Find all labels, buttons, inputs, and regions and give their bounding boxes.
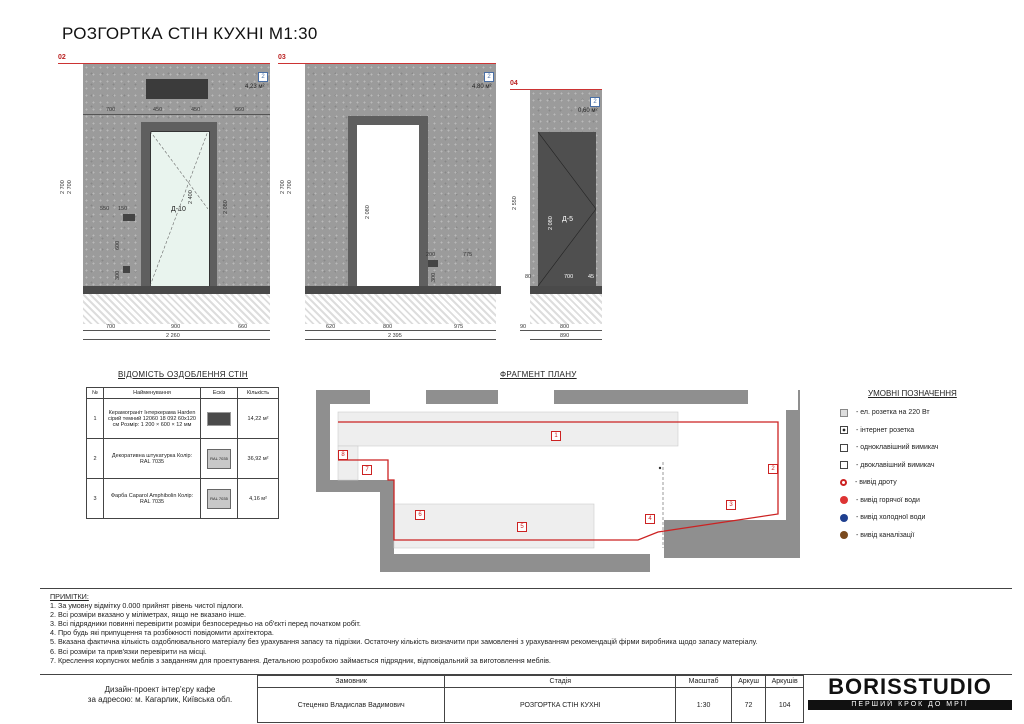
dim-label: 700 <box>106 107 116 113</box>
sheet-title: РОЗГОРТКА СТІН КУХНІ М1:30 <box>62 24 318 43</box>
legend-label: - вивід горячої води <box>856 496 920 504</box>
note-line: 6. Всі розміри та прив'язки перевірити на місці. <box>50 646 207 656</box>
cell-num: 2 <box>87 439 104 479</box>
door-label: Д-10 <box>171 206 186 213</box>
dim-label: 660 <box>238 324 248 330</box>
finishes-title: ВІДОМІСТЬ ОЗДОБЛЕННЯ СТІН <box>118 370 248 379</box>
switch-icon <box>123 214 135 221</box>
finish-tag: 2 <box>590 97 600 107</box>
column-header: Кількість <box>238 388 279 399</box>
project-line: за адресою: м. Кагарлик, Київська обл. <box>87 695 233 704</box>
wire-tag: 4 <box>645 514 655 524</box>
studio-logo <box>808 676 1012 714</box>
dim-label: 2 700 <box>60 180 66 194</box>
dim-label: 2 080 <box>365 205 371 219</box>
dim-label: 620 <box>326 324 336 330</box>
socket-icon <box>840 409 848 417</box>
wall-area: 0,60 м² <box>578 108 598 114</box>
floor-hatch <box>83 294 270 324</box>
wire-tag: 1 <box>551 431 561 441</box>
finish-tag: 2 <box>258 72 268 82</box>
cell-qty: 4,16 м² <box>238 479 279 519</box>
dim-label: 550 <box>100 206 110 212</box>
range-hood <box>146 79 208 99</box>
dim-label: 2 395 <box>388 333 402 339</box>
table-header <box>87 388 279 399</box>
legend-label: - інтернет розетка <box>856 426 915 434</box>
legend-label: - двоклавішний вимикач <box>856 461 935 469</box>
elevation-02 <box>58 54 276 344</box>
dim-label: 975 <box>454 324 464 330</box>
cell-name: Керамограніт Інтеркерама Harden сірий темний 12060 18 092 60х120 см Розмір: 1 200 × 600 × 12 мм <box>104 399 201 439</box>
notes-title: ПРИМІТКИ: <box>50 592 89 601</box>
swatch-tile <box>207 412 231 426</box>
elevation-number: 02 <box>58 54 66 61</box>
finishes-table <box>86 387 279 519</box>
cell-qty: 36,92 м² <box>238 439 279 479</box>
dim-label: 2 700 <box>67 180 73 194</box>
cell-sketch <box>201 479 238 519</box>
table-row <box>87 399 279 439</box>
sheet-value: 72 <box>731 688 766 723</box>
cell-sketch <box>201 399 238 439</box>
dim-label: 2 080 <box>548 216 554 230</box>
table-row <box>87 479 279 519</box>
internet-socket-icon <box>840 426 848 434</box>
dim-label: 450 <box>191 107 201 113</box>
column-header: Найменування <box>104 388 201 399</box>
elevation-number: 03 <box>278 54 286 61</box>
sewer-icon <box>840 531 848 539</box>
notes-divider <box>40 588 1012 589</box>
dim-label: 2 400 <box>188 190 194 204</box>
column-header: Ескіз <box>201 388 238 399</box>
elevation-03 <box>278 54 502 344</box>
dim-label: 80 <box>525 274 532 280</box>
floor-slab <box>530 286 602 294</box>
legend-label: - вивід дроту <box>855 479 897 487</box>
wire-tag: 3 <box>726 500 736 510</box>
dim-label: 800 <box>560 324 570 330</box>
cell-qty: 14,22 м² <box>238 399 279 439</box>
header-sheet: Аркуш <box>731 676 766 688</box>
switch-icon <box>428 260 438 267</box>
logo-slogan: ПЕРШИЙ КРОК ДО МРІЇ <box>808 700 1012 710</box>
note-line: 2. Всі розміри вказано у міліметрах, якщо не вказано інше. <box>50 610 246 620</box>
cold-water-icon <box>840 514 848 522</box>
dim-label: 300 <box>431 272 437 282</box>
wire-tag: 5 <box>517 522 527 532</box>
dim-label: 700 <box>564 274 574 280</box>
dim-label: 2 260 <box>166 333 180 339</box>
legend-item <box>840 474 1010 492</box>
floor-slab <box>83 286 270 294</box>
dim-label: 600 <box>115 240 121 250</box>
notes-block <box>50 592 1010 665</box>
legend-title: УМОВНІ ПОЗНАЧЕННЯ <box>868 389 957 398</box>
dim-label: 200 <box>426 252 436 258</box>
door-swing-lines <box>538 132 596 286</box>
wire-tag: 2 <box>768 464 778 474</box>
dim-label: 2 700 <box>287 180 293 194</box>
title-block-table <box>257 675 804 723</box>
dim-label: 2 700 <box>280 180 286 194</box>
note-line: 1. За умовну відмітку 0.000 прийнят рівень чистої підлоги. <box>50 601 244 611</box>
swatch-ral: RAL 7035 <box>207 489 231 509</box>
column-header: № <box>87 388 104 399</box>
legend-item <box>840 527 1010 545</box>
door-label: Д-5 <box>562 216 573 223</box>
dim-label: 660 <box>235 107 245 113</box>
dim-label: 300 <box>115 270 121 280</box>
cell-num: 3 <box>87 479 104 519</box>
dim-label: 890 <box>560 333 570 339</box>
dim-label: 2 550 <box>512 196 518 210</box>
legend-item <box>840 509 1010 527</box>
wire-outlet-icon <box>840 479 847 486</box>
switch-single-icon <box>840 444 848 452</box>
socket-icon <box>123 266 130 273</box>
legend-item <box>840 422 1010 440</box>
note-line: 3. Всі підрядники повинні перевірити розміри безпосередньо на об'єкті перед початком робіт. <box>50 619 361 629</box>
dim-label: 90 <box>520 324 527 330</box>
legend-item <box>840 457 1010 475</box>
wire-tag: 8 <box>338 450 348 460</box>
cell-name: Декоративна штукатурка Колір: RAL 7035 <box>104 439 201 479</box>
legend-label: - вивід каналізації <box>856 531 915 539</box>
sheets-value: 104 <box>766 688 804 723</box>
hot-water-icon <box>840 496 848 504</box>
floor-hatch <box>305 294 496 324</box>
header-sheets: Аркушів <box>766 676 804 688</box>
legend-item <box>840 404 1010 422</box>
plan-title: ФРАГМЕНТ ПЛАНУ <box>500 370 577 379</box>
legend-label: - одноклавішний вимикач <box>856 444 939 452</box>
stage-value: РОЗГОРТКА СТІН КУХНІ <box>445 688 676 723</box>
note-line: 4. Про будь які припущення та розбіжності повідомити архітектора. <box>50 628 274 638</box>
note-line: 7. Креслення корпусних меблів з завданням для проектування. Детальною розробкою займається підрядник, відповідальний за виготовлення меблів. <box>50 655 551 665</box>
table-row <box>87 439 279 479</box>
project-info <box>60 685 260 705</box>
dim-label: 900 <box>171 324 181 330</box>
switch-double-icon <box>840 461 848 469</box>
cell-name: Фарба Caparol Amphibolin Колір: RAL 7035 <box>104 479 201 519</box>
wall-area: 4,80 м² <box>472 84 492 90</box>
elevation-04 <box>510 80 610 344</box>
dim-label: 150 <box>118 206 128 212</box>
note-line: 5. Вказана фактична кількість оздоблювального матеріалу без урахування запасу та підрізки. Остаточну кількість визначити при замовленні з урахуванням рекомендацій фірми виробника щодо запасу матеріалу. <box>50 637 758 647</box>
dim-label: 700 <box>106 324 116 330</box>
legend-list <box>840 404 1010 544</box>
project-line: Дизайн-проект інтер'єру кафе <box>104 685 216 694</box>
dim-label: 800 <box>383 324 393 330</box>
cell-num: 1 <box>87 399 104 439</box>
header-scale: Масштаб <box>676 676 731 688</box>
swatch-ral: RAL 7035 <box>207 449 231 469</box>
legend-label: - ел. розетка на 220 Вт <box>856 409 930 417</box>
dim-label: 2 080 <box>223 200 229 214</box>
legend-item <box>840 492 1010 510</box>
client-name: Стеценко Владислав Вадимович <box>258 688 445 723</box>
wire-tag: 7 <box>362 465 372 475</box>
elevation-number: 04 <box>510 80 518 87</box>
scale-value: 1:30 <box>676 688 731 723</box>
legend-label: - вивід холодної води <box>856 514 926 522</box>
header-stage: Стадія <box>445 676 676 688</box>
dim-label: 45 <box>588 274 595 280</box>
legend-item <box>840 439 1010 457</box>
header-client: Замовник <box>258 676 445 688</box>
cell-sketch <box>201 439 238 479</box>
wall-area: 4,23 м² <box>245 84 265 90</box>
plan-fragment <box>308 382 808 578</box>
floor-hatch <box>530 294 602 324</box>
wire-tag: 6 <box>415 510 425 520</box>
dim-label: 450 <box>153 107 163 113</box>
logo-text: BORISSTUDIO <box>828 674 992 699</box>
dim-label: 775 <box>463 252 473 258</box>
floor-slab <box>305 286 501 294</box>
finish-tag: 2 <box>484 72 494 82</box>
